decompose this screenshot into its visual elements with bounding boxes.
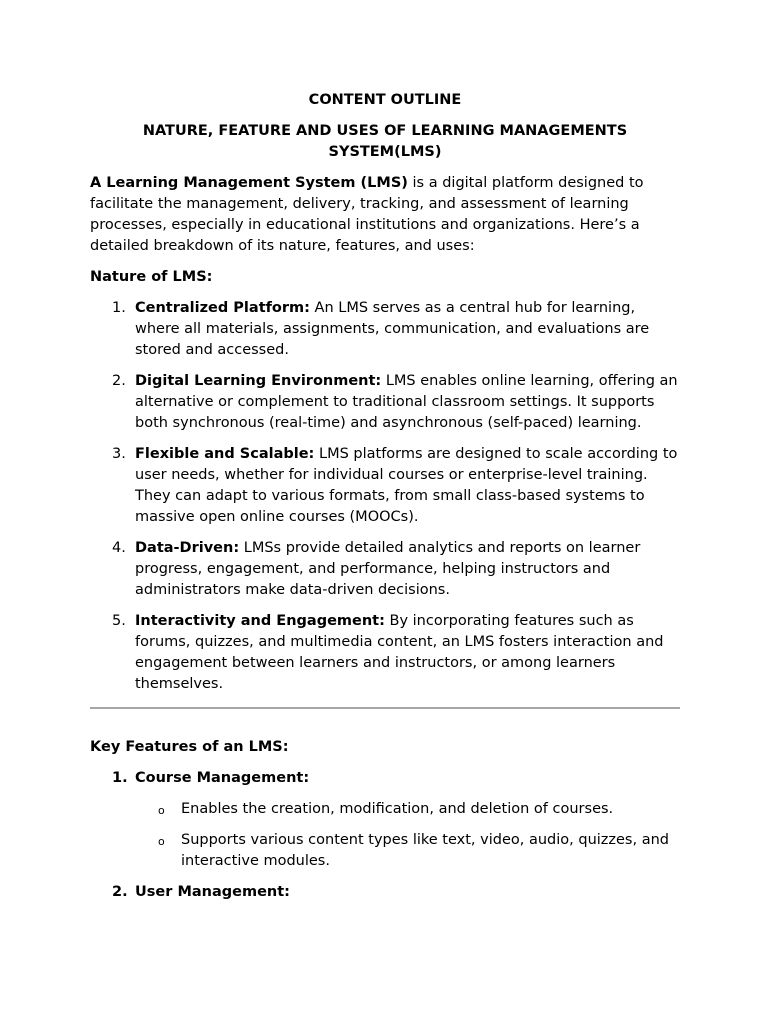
document-content	[90, 90, 680, 913]
document-title: CONTENT OUTLINE	[308, 92, 462, 108]
nature-item	[90, 371, 680, 434]
course-management-bullets	[90, 799, 680, 872]
list-number: 2.	[112, 373, 126, 389]
feature-label: Course Management:	[135, 770, 310, 786]
feature-label: User Management:	[135, 884, 290, 900]
nature-heading: Nature of LMS:	[90, 269, 213, 285]
nature-item-text: LMSs provide detailed analytics and reports on learner progress, engagement, and performance, helping instructors and administrators make data-driven decisions.	[135, 540, 641, 598]
bullet-item	[90, 830, 680, 872]
bullet-text: Supports various content types like text, video, audio, quizzes, and interactive modules.	[181, 832, 669, 869]
nature-item	[90, 538, 680, 601]
list-number: 2.	[112, 884, 128, 900]
bullet-item	[90, 799, 680, 820]
nature-item-text: An LMS serves as a central hub for learning, where all materials, assignments, communication, and evaluations are stored and accessed.	[135, 300, 650, 358]
intro-bold: A Learning Management System (LMS)	[90, 175, 408, 191]
feature-user-management	[90, 882, 680, 903]
list-number: 3.	[112, 446, 126, 462]
features-heading: Key Features of an LMS:	[90, 739, 289, 755]
nature-item-label: Data-Driven:	[135, 540, 240, 556]
nature-list	[90, 298, 680, 695]
list-number: 1.	[112, 300, 126, 316]
nature-item	[90, 298, 680, 361]
nature-item-label: Interactivity and Engagement:	[135, 613, 385, 629]
nature-item-text: By incorporating features such as forums, quizzes, and multimedia content, an LMS fosters interaction and engagement between learners and instructors, or among learners themselves.	[135, 613, 664, 692]
bullet-text: Enables the creation, modification, and deletion of courses.	[181, 801, 614, 817]
nature-item-label: Centralized Platform:	[135, 300, 310, 316]
nature-item-label: Flexible and Scalable:	[135, 446, 315, 462]
intro-text: is a digital platform designed to facilitate the management, delivery, tracking, and assessment of learning processes, especially in educational institutions and organizations. Here’s a detailed breakdown of its nature, features, and uses:	[90, 175, 644, 254]
intro-paragraph	[90, 173, 680, 257]
list-number: 4.	[112, 540, 126, 556]
list-number: 5.	[112, 613, 126, 629]
list-number: 1.	[112, 770, 128, 786]
feature-course-management	[90, 768, 680, 789]
bullet-marker: o	[158, 804, 165, 817]
nature-item-label: Digital Learning Environment:	[135, 373, 382, 389]
nature-item-text: LMS platforms are designed to scale according to user needs, whether for individual courses or enterprise-level training. They can adapt to various formats, from small class-based systems to massive open online courses (MOOCs).	[135, 446, 678, 525]
bullet-marker: o	[158, 835, 165, 848]
nature-item	[90, 611, 680, 695]
nature-item-text: LMS enables online learning, offering an alternative or complement to traditional classroom settings. It supports both synchronous (real-time) and asynchronous (self-paced) learning.	[135, 373, 678, 431]
horizontal-divider	[90, 707, 680, 709]
document-subtitle: NATURE, FEATURE AND USES OF LEARNING MANAGEMENTS SYSTEM(LMS)	[142, 123, 628, 160]
nature-item	[90, 444, 680, 528]
